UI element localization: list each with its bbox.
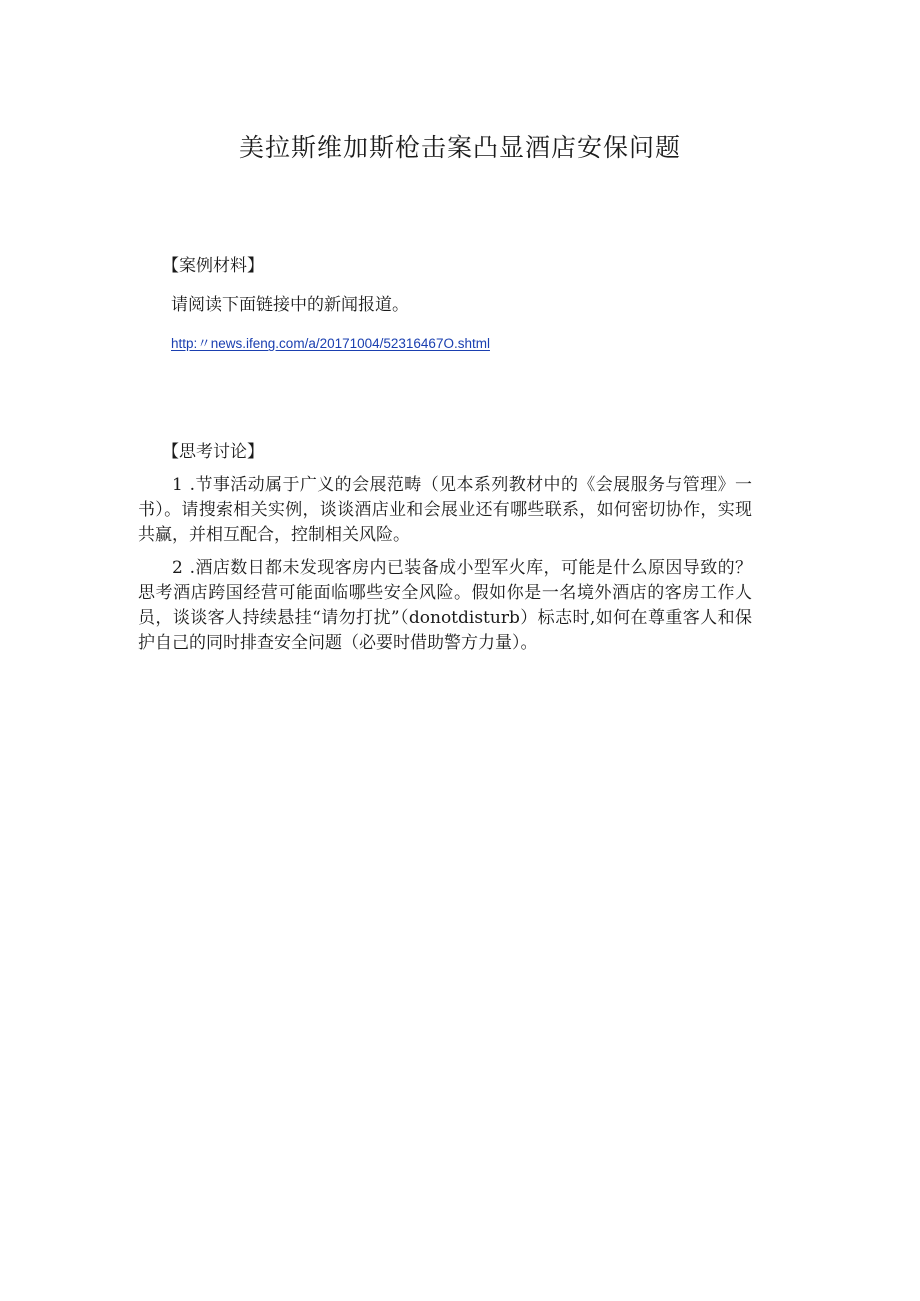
question-item (138, 556, 752, 656)
news-link[interactable]: http:〃news.ifeng.com/a/20171004/52316467O.shtml (171, 336, 490, 351)
case-material-intro: 请阅读下面链接中的新闻报道。 (171, 295, 409, 315)
case-material-heading: 【案例材料】 (162, 256, 264, 276)
question-item (138, 473, 752, 548)
discussion-questions (138, 473, 752, 664)
discussion-heading: 【思考讨论】 (162, 442, 264, 462)
question-number: 1 (172, 475, 184, 495)
question-number: 2 (172, 558, 184, 578)
document-title: 美拉斯维加斯枪击案凸显酒店安保问题 (238, 133, 681, 162)
question-text: .酒店数日都未发现客房内已装备成小型军火库，可能是什么原因导致的？思考酒店跨国经营可能面临哪些安全风险。假如你是一名境外酒店的客房工作人员，谈谈客人持续悬挂“请勿打扰”（donotdisturb）标志时,如何在尊重客人和保护自己的同时排查安全问题（必要时借助警方力量）。 (138, 558, 752, 653)
question-text: .节事活动属于广义的会展范畴（见本系列教材中的《会展服务与管理》一书）。请搜索相关实例，谈谈酒店业和会展业还有哪些联系，如何密切协作，实现共赢，并相互配合，控制相关风险。 (138, 475, 752, 545)
